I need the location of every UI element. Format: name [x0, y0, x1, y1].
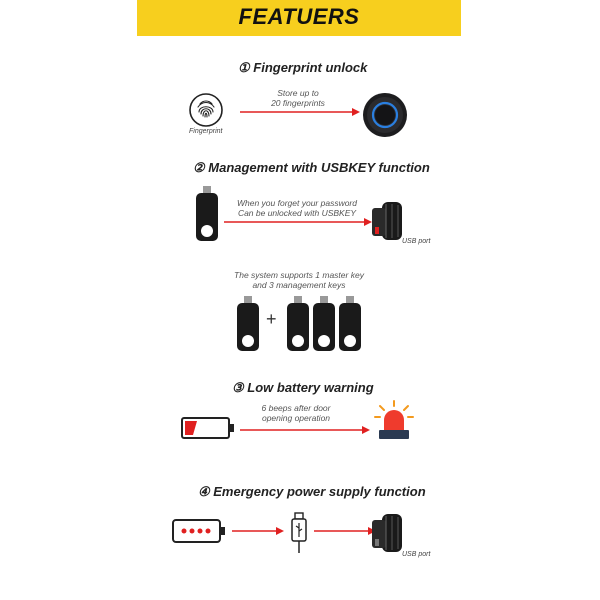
header-banner	[137, 0, 461, 36]
usb-cable-icon	[290, 512, 308, 554]
battery-low-icon	[181, 417, 235, 439]
battery-note	[246, 403, 346, 423]
usb-key-icon	[338, 296, 362, 352]
fingerprint-note-line1: Store up to	[277, 88, 319, 98]
usbkey-system-note	[214, 270, 384, 290]
section-heading-emergency: ④ Emergency power supply function	[198, 484, 426, 499]
fingerprint-note	[248, 88, 348, 108]
usb-port-label: USB port	[402, 551, 431, 558]
usbkey-system-line1: The system supports 1 master key	[234, 270, 364, 280]
usb-key-icon	[312, 296, 336, 352]
fingerprint-label: Fingerprint	[189, 128, 223, 135]
battery-note-line2: opening operation	[261, 413, 331, 423]
fingerprint-icon	[188, 92, 224, 128]
battery-note-line1: 6 beeps after door	[261, 403, 331, 413]
arrow-right-icon	[240, 426, 370, 434]
usb-port-label: USB port	[402, 238, 431, 245]
arrow-right-icon	[240, 108, 360, 116]
usbkey-note	[226, 198, 368, 218]
section-heading-battery: ③ Low battery warning	[232, 380, 374, 395]
usbkey-note-line1: When you forget your password	[236, 198, 357, 208]
usb-lock-port-icon	[372, 200, 404, 242]
section-heading-usbkey: ② Management with USBKEY function	[193, 160, 430, 175]
usb-key-icon	[195, 186, 219, 242]
usbkey-note-line2: Can be unlocked with USBKEY	[237, 208, 357, 218]
usb-key-icon	[286, 296, 310, 352]
usb-key-icon	[236, 296, 260, 352]
arrow-right-icon	[224, 218, 372, 226]
section-heading-fingerprint: ① Fingerprint unlock	[238, 60, 368, 75]
fingerprint-reader-icon	[362, 92, 408, 138]
alarm-siren-icon	[374, 400, 414, 440]
fingerprint-note-line2: 20 fingerprints	[271, 98, 325, 108]
arrow-right-icon	[314, 527, 376, 535]
power-bank-icon	[172, 519, 226, 543]
plus-sign: +	[266, 309, 277, 329]
banner-title: FEATUERS	[238, 4, 360, 29]
usbkey-system-line2: and 3 management keys	[252, 280, 346, 290]
usb-lock-port-icon	[372, 512, 404, 554]
arrow-right-icon	[232, 527, 284, 535]
